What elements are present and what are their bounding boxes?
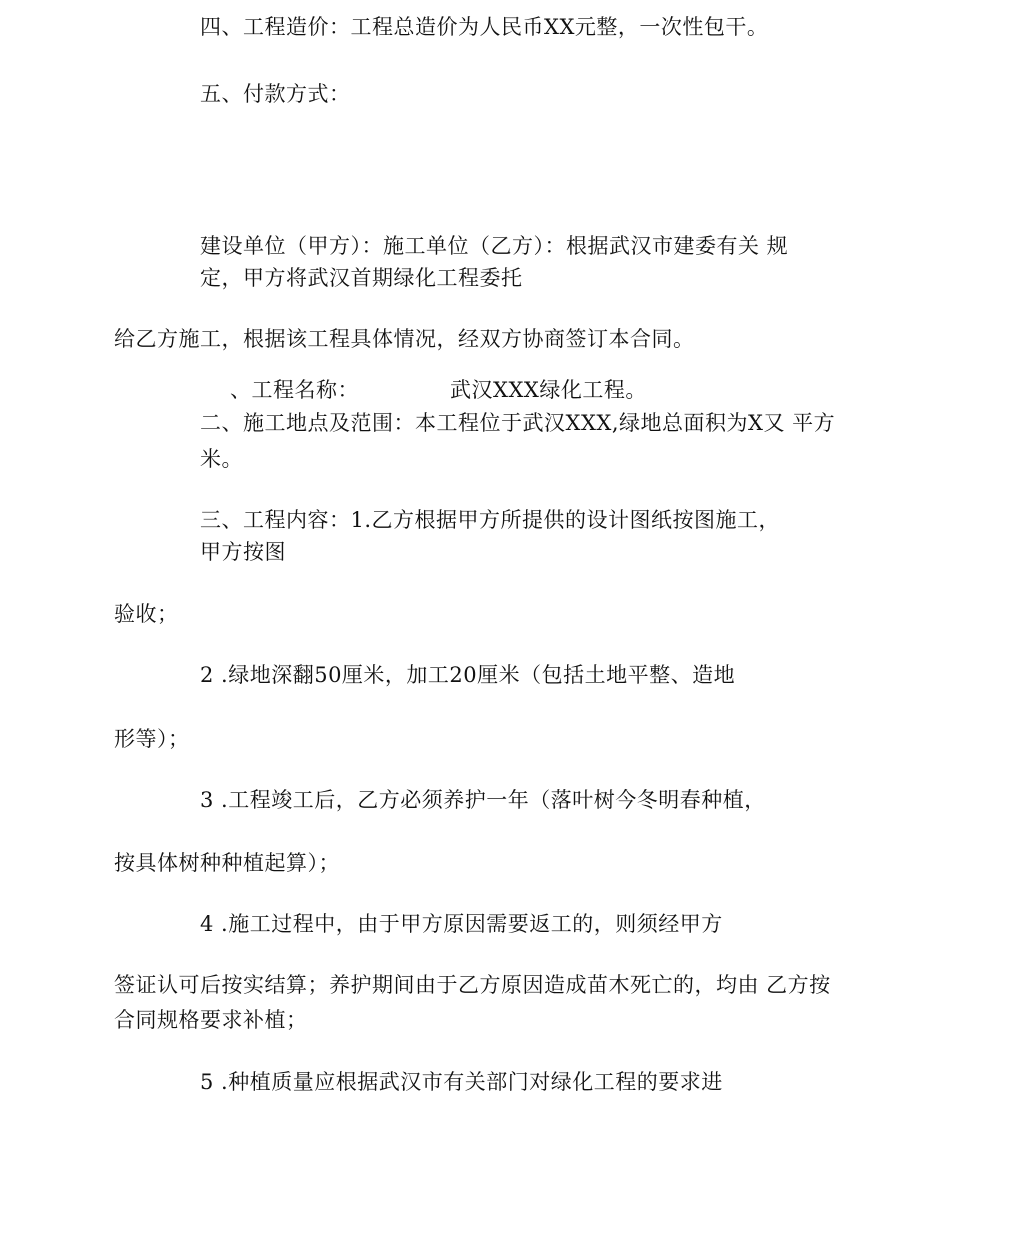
item-4-line-3: 合同规格要求补植； [114,1008,308,1032]
item-5-line-1: 5 .种植质量应根据武汉市有关部门对绿化工程的要求进 [200,1070,723,1094]
item-2-line-2: 形等）； [114,727,190,751]
clause-1-project-name-label: 、工程名称： [230,378,359,402]
item-3-line-1: 3 .工程竣工后，乙方必须养护一年（落叶树今冬明春种植， [200,788,766,812]
clause-2-location-line-2: 米。 [200,447,243,471]
clause-3-content-line-1: 三、工程内容：1.乙方根据甲方所提供的设计图纸按图施工， [200,508,781,532]
clause-4-cost: 四、工程造价：工程总造价为人民币XX元整，一次性包干。 [200,15,769,39]
clause-2-location-line-1: 二、施工地点及范围：本工程位于武汉XXX,绿地总面积为X又 平方 [200,411,836,435]
parties-intro-line-2: 定，甲方将武汉首期绿化工程委托 [200,266,523,290]
item-2-line-1: 2 .绿地深翻50厘米，加工20厘米（包括土地平整、造地 [200,663,736,687]
item-4-line-1: 4 .施工过程中，由于甲方原因需要返工的，则须经甲方 [200,912,723,936]
item-3-line-2: 按具体树种种植起算）； [114,851,340,875]
clause-5-payment: 五、付款方式： [200,82,351,106]
parties-intro-line-1: 建设单位（甲方）：施工单位（乙方）：根据武汉市建委有关 规 [200,234,789,258]
item-4-line-2: 签证认可后按实结算；养护期间由于乙方原因造成苗木死亡的，均由 乙方按 [114,973,831,997]
clause-3-content-line-3: 验收； [114,602,179,626]
parties-intro-line-3: 给乙方施工，根据该工程具体情况，经双方协商签订本合同。 [114,327,695,351]
clause-1-project-name-value: 武汉XXX绿化工程。 [450,378,647,402]
clause-3-content-line-2: 甲方按图 [200,540,286,564]
